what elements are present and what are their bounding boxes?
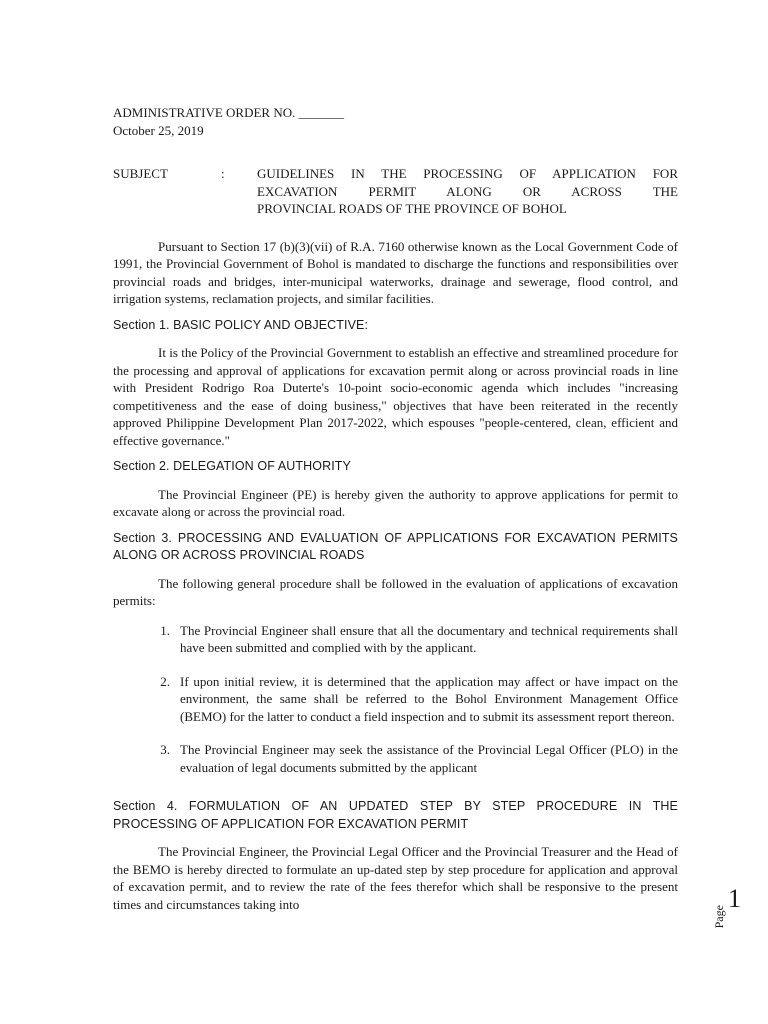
intro-paragraph: Pursuant to Section 17 (b)(3)(vii) of R.A. 7160 otherwise known as the Local Government Code of 1991, the Provincial Government of Bohol is mandated to discharge the functions and responsibilities over provincial roads and bridges, inter-municipal waterworks, drainage and sewerage, flood control, and irrigation systems, reclamation projects, and similar facilities. (113, 238, 678, 306)
page-number: 1 (728, 884, 741, 913)
section-4-heading: Section 4. FORMULATION OF AN UPDATED STEP BY STEP PROCEDURE IN THE PROCESSING OF APPLICATION FOR EXCAVATION PERMIT (113, 799, 678, 831)
subject-line-1: GUIDELINES IN THE PROCESSING OF APPLICATION FOR (257, 166, 678, 181)
section-1-heading: Section 1. BASIC POLICY AND OBJECTIVE: (113, 317, 369, 332)
list-item-number: 1. (160, 622, 170, 638)
list-item-number: 3. (160, 742, 170, 757)
subject-line-3: PROVINCIAL ROADS OF THE PROVINCE OF BOHOL (257, 201, 567, 216)
subject-colon: : (221, 166, 225, 181)
section-1-body: It is the Policy of the Provincial Government to establish an effective and streamlined procedure for the processing and approval of applications for excavation permit along or across provincial roads in line with President Rodrigo Roa Duterte's 10-point socio-economic agenda which includes "increasing competitiveness and the ease of doing business," objectives that have been reiterated in the recently approved Philippine Development Plan 2017-2022, which espouses "people-centered, clean, efficient and effective governance." (113, 345, 678, 448)
procedure-list (113, 622, 678, 777)
section-2-body: The Provincial Engineer (PE) is hereby given the authority to approve applications for permit to excavate along or across the provincial road. (113, 486, 678, 519)
order-date: October 25, 2019 (113, 122, 204, 138)
section-3-body: The following general procedure shall be followed in the evaluation of applications of excavation permits: (113, 575, 678, 608)
list-item (113, 673, 678, 726)
order-title: ADMINISTRATIVE ORDER NO. _______ (113, 105, 345, 120)
subject-line-2: EXCAVATION PERMIT ALONG OR ACROSS THE (257, 183, 678, 199)
list-item-text: The Provincial Engineer shall ensure that all the documentary and technical requirements shall have been submitted and complied with by the applicant. (180, 622, 678, 655)
list-item-number: 2. (160, 673, 170, 689)
section-2-heading: Section 2. DELEGATION OF AUTHORITY (113, 459, 351, 473)
list-item-text: The Provincial Engineer may seek the assistance of the Provincial Legal Officer (PLO) in the evaluation of legal documents submitted by the applicant (180, 742, 678, 775)
section-3-heading: Section 3. PROCESSING AND EVALUATION OF APPLICATIONS FOR EXCAVATION PERMITS ALONG OR ACROSS PROVINCIAL ROADS (113, 530, 678, 562)
document-page (113, 104, 678, 913)
list-item (113, 741, 678, 776)
list-item (113, 622, 678, 657)
list-item-text: If upon initial review, it is determined that the application may affect or have impact on the environment, the same shall be referred to the Bohol Environment Management Office (BEMO) for the latter to conduct a field inspection and to submit its assessment report thereon. (180, 673, 678, 724)
subject-text (257, 165, 678, 218)
subject-label: SUBJECT (113, 166, 168, 181)
page-label: Page (711, 905, 726, 929)
page-number-marker (711, 884, 742, 944)
subject-block (113, 165, 678, 218)
section-4-body: The Provincial Engineer, the Provincial Legal Officer and the Provincial Treasurer and the Head of the BEMO is hereby directed to formulate an up-dated step by step procedure for application and approval of excavation permit, and to review the rate of the fees therefor which shall be responsive to the present times and circumstances taking into (113, 844, 678, 912)
